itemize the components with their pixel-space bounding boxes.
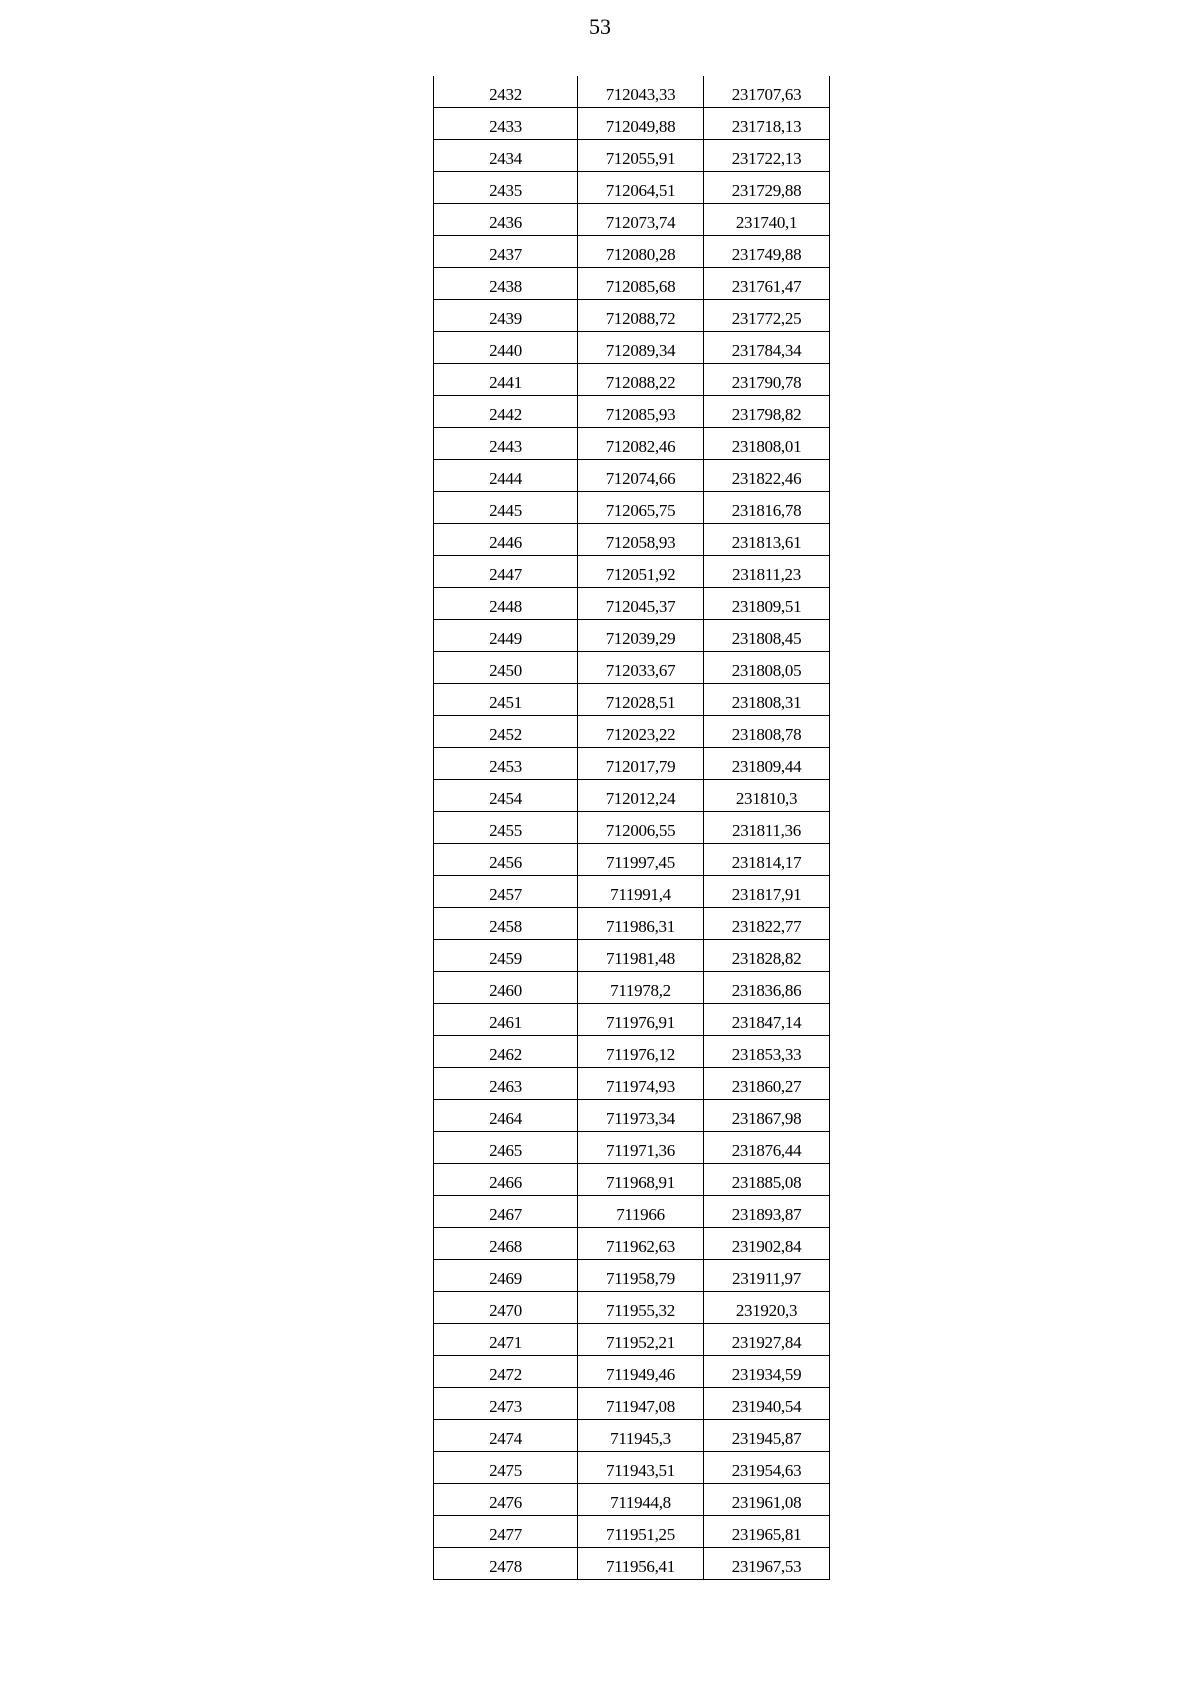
point-number-cell: 2438 [434, 268, 578, 300]
x-coordinate-cell: 711955,32 [578, 1292, 704, 1324]
x-coordinate-cell: 711945,3 [578, 1420, 704, 1452]
x-coordinate-cell: 712006,55 [578, 812, 704, 844]
table-row [434, 1228, 830, 1260]
y-coordinate-cell: 231761,47 [704, 268, 830, 300]
point-number-cell: 2476 [434, 1484, 578, 1516]
point-number-cell: 2467 [434, 1196, 578, 1228]
table-row [434, 780, 830, 812]
x-coordinate-cell: 712088,72 [578, 300, 704, 332]
point-number-cell: 2446 [434, 524, 578, 556]
point-number-cell: 2473 [434, 1388, 578, 1420]
point-number-cell: 2465 [434, 1132, 578, 1164]
table-row [434, 1100, 830, 1132]
x-coordinate-cell: 712049,88 [578, 108, 704, 140]
x-coordinate-cell: 712033,67 [578, 652, 704, 684]
y-coordinate-cell: 231722,13 [704, 140, 830, 172]
x-coordinate-cell: 712051,92 [578, 556, 704, 588]
y-coordinate-cell: 231876,44 [704, 1132, 830, 1164]
x-coordinate-cell: 712085,68 [578, 268, 704, 300]
point-number-cell: 2468 [434, 1228, 578, 1260]
x-coordinate-cell: 712058,93 [578, 524, 704, 556]
table-row [434, 1516, 830, 1548]
y-coordinate-cell: 231828,82 [704, 940, 830, 972]
coordinates-table-body [434, 76, 830, 1580]
y-coordinate-cell: 231811,23 [704, 556, 830, 588]
x-coordinate-cell: 711958,79 [578, 1260, 704, 1292]
point-number-cell: 2455 [434, 812, 578, 844]
table-row [434, 652, 830, 684]
y-coordinate-cell: 231817,91 [704, 876, 830, 908]
x-coordinate-cell: 712045,37 [578, 588, 704, 620]
x-coordinate-cell: 712017,79 [578, 748, 704, 780]
point-number-cell: 2440 [434, 332, 578, 364]
y-coordinate-cell: 231813,61 [704, 524, 830, 556]
x-coordinate-cell: 711976,12 [578, 1036, 704, 1068]
y-coordinate-cell: 231920,3 [704, 1292, 830, 1324]
table-row [434, 1132, 830, 1164]
x-coordinate-cell: 712089,34 [578, 332, 704, 364]
table-row [434, 972, 830, 1004]
point-number-cell: 2475 [434, 1452, 578, 1484]
y-coordinate-cell: 231808,45 [704, 620, 830, 652]
table-row [434, 1196, 830, 1228]
table-row [434, 1388, 830, 1420]
x-coordinate-cell: 712074,66 [578, 460, 704, 492]
table-row [434, 1260, 830, 1292]
y-coordinate-cell: 231707,63 [704, 76, 830, 108]
point-number-cell: 2459 [434, 940, 578, 972]
table-row [434, 1484, 830, 1516]
table-row [434, 1036, 830, 1068]
x-coordinate-cell: 712023,22 [578, 716, 704, 748]
x-coordinate-cell: 712064,51 [578, 172, 704, 204]
x-coordinate-cell: 711978,2 [578, 972, 704, 1004]
y-coordinate-cell: 231808,05 [704, 652, 830, 684]
x-coordinate-cell: 711956,41 [578, 1548, 704, 1580]
table-row [434, 428, 830, 460]
y-coordinate-cell: 231927,84 [704, 1324, 830, 1356]
y-coordinate-cell: 231885,08 [704, 1164, 830, 1196]
x-coordinate-cell: 711976,91 [578, 1004, 704, 1036]
table-row [434, 876, 830, 908]
x-coordinate-cell: 712082,46 [578, 428, 704, 460]
x-coordinate-cell: 711971,36 [578, 1132, 704, 1164]
y-coordinate-cell: 231822,77 [704, 908, 830, 940]
y-coordinate-cell: 231902,84 [704, 1228, 830, 1260]
y-coordinate-cell: 231893,87 [704, 1196, 830, 1228]
table-row [434, 396, 830, 428]
table-row [434, 460, 830, 492]
table-row [434, 1452, 830, 1484]
y-coordinate-cell: 231967,53 [704, 1548, 830, 1580]
table-row [434, 1164, 830, 1196]
table-row [434, 268, 830, 300]
x-coordinate-cell: 711944,8 [578, 1484, 704, 1516]
x-coordinate-cell: 711973,34 [578, 1100, 704, 1132]
x-coordinate-cell: 712065,75 [578, 492, 704, 524]
point-number-cell: 2433 [434, 108, 578, 140]
table-row [434, 556, 830, 588]
point-number-cell: 2450 [434, 652, 578, 684]
y-coordinate-cell: 231853,33 [704, 1036, 830, 1068]
point-number-cell: 2444 [434, 460, 578, 492]
x-coordinate-cell: 712055,91 [578, 140, 704, 172]
x-coordinate-cell: 711962,63 [578, 1228, 704, 1260]
table-row [434, 844, 830, 876]
y-coordinate-cell: 231809,44 [704, 748, 830, 780]
point-number-cell: 2460 [434, 972, 578, 1004]
y-coordinate-cell: 231934,59 [704, 1356, 830, 1388]
y-coordinate-cell: 231808,31 [704, 684, 830, 716]
y-coordinate-cell: 231847,14 [704, 1004, 830, 1036]
table-row [434, 1420, 830, 1452]
table-row [434, 1356, 830, 1388]
x-coordinate-cell: 712088,22 [578, 364, 704, 396]
table-row [434, 940, 830, 972]
table-row [434, 332, 830, 364]
y-coordinate-cell: 231860,27 [704, 1068, 830, 1100]
table-row [434, 812, 830, 844]
x-coordinate-cell: 711966 [578, 1196, 704, 1228]
x-coordinate-cell: 711952,21 [578, 1324, 704, 1356]
x-coordinate-cell: 711997,45 [578, 844, 704, 876]
table-row [434, 1068, 830, 1100]
y-coordinate-cell: 231836,86 [704, 972, 830, 1004]
point-number-cell: 2449 [434, 620, 578, 652]
point-number-cell: 2456 [434, 844, 578, 876]
y-coordinate-cell: 231749,88 [704, 236, 830, 268]
point-number-cell: 2432 [434, 76, 578, 108]
y-coordinate-cell: 231810,3 [704, 780, 830, 812]
point-number-cell: 2462 [434, 1036, 578, 1068]
table-row [434, 1004, 830, 1036]
y-coordinate-cell: 231811,36 [704, 812, 830, 844]
x-coordinate-cell: 711951,25 [578, 1516, 704, 1548]
point-number-cell: 2436 [434, 204, 578, 236]
table-row [434, 492, 830, 524]
table-row [434, 908, 830, 940]
y-coordinate-cell: 231961,08 [704, 1484, 830, 1516]
point-number-cell: 2463 [434, 1068, 578, 1100]
point-number-cell: 2472 [434, 1356, 578, 1388]
point-number-cell: 2469 [434, 1260, 578, 1292]
table-row [434, 204, 830, 236]
y-coordinate-cell: 231772,25 [704, 300, 830, 332]
point-number-cell: 2442 [434, 396, 578, 428]
y-coordinate-cell: 231798,82 [704, 396, 830, 428]
y-coordinate-cell: 231784,34 [704, 332, 830, 364]
x-coordinate-cell: 711974,93 [578, 1068, 704, 1100]
table-row [434, 748, 830, 780]
coordinates-table [433, 76, 830, 1580]
y-coordinate-cell: 231790,78 [704, 364, 830, 396]
table-row [434, 716, 830, 748]
x-coordinate-cell: 711947,08 [578, 1388, 704, 1420]
point-number-cell: 2452 [434, 716, 578, 748]
x-coordinate-cell: 712039,29 [578, 620, 704, 652]
point-number-cell: 2443 [434, 428, 578, 460]
point-number-cell: 2435 [434, 172, 578, 204]
table-row [434, 1324, 830, 1356]
y-coordinate-cell: 231718,13 [704, 108, 830, 140]
y-coordinate-cell: 231814,17 [704, 844, 830, 876]
point-number-cell: 2478 [434, 1548, 578, 1580]
y-coordinate-cell: 231965,81 [704, 1516, 830, 1548]
y-coordinate-cell: 231729,88 [704, 172, 830, 204]
x-coordinate-cell: 711991,4 [578, 876, 704, 908]
point-number-cell: 2458 [434, 908, 578, 940]
x-coordinate-cell: 712012,24 [578, 780, 704, 812]
table-row [434, 76, 830, 108]
table-row [434, 364, 830, 396]
point-number-cell: 2441 [434, 364, 578, 396]
table-row [434, 524, 830, 556]
point-number-cell: 2453 [434, 748, 578, 780]
y-coordinate-cell: 231740,1 [704, 204, 830, 236]
page-number: 53 [589, 14, 611, 39]
x-coordinate-cell: 712028,51 [578, 684, 704, 716]
point-number-cell: 2434 [434, 140, 578, 172]
table-row [434, 108, 830, 140]
point-number-cell: 2447 [434, 556, 578, 588]
point-number-cell: 2457 [434, 876, 578, 908]
y-coordinate-cell: 231940,54 [704, 1388, 830, 1420]
point-number-cell: 2454 [434, 780, 578, 812]
x-coordinate-cell: 711986,31 [578, 908, 704, 940]
table-row [434, 1292, 830, 1324]
y-coordinate-cell: 231816,78 [704, 492, 830, 524]
y-coordinate-cell: 231911,97 [704, 1260, 830, 1292]
table-row [434, 684, 830, 716]
table-row [434, 1548, 830, 1580]
table-row [434, 300, 830, 332]
y-coordinate-cell: 231954,63 [704, 1452, 830, 1484]
table-row [434, 620, 830, 652]
y-coordinate-cell: 231809,51 [704, 588, 830, 620]
y-coordinate-cell: 231822,46 [704, 460, 830, 492]
point-number-cell: 2470 [434, 1292, 578, 1324]
point-number-cell: 2439 [434, 300, 578, 332]
point-number-cell: 2451 [434, 684, 578, 716]
x-coordinate-cell: 712073,74 [578, 204, 704, 236]
x-coordinate-cell: 712085,93 [578, 396, 704, 428]
point-number-cell: 2448 [434, 588, 578, 620]
y-coordinate-cell: 231945,87 [704, 1420, 830, 1452]
x-coordinate-cell: 711943,51 [578, 1452, 704, 1484]
y-coordinate-cell: 231808,78 [704, 716, 830, 748]
point-number-cell: 2461 [434, 1004, 578, 1036]
table-row [434, 236, 830, 268]
x-coordinate-cell: 711949,46 [578, 1356, 704, 1388]
point-number-cell: 2477 [434, 1516, 578, 1548]
y-coordinate-cell: 231867,98 [704, 1100, 830, 1132]
x-coordinate-cell: 712043,33 [578, 76, 704, 108]
x-coordinate-cell: 711968,91 [578, 1164, 704, 1196]
point-number-cell: 2471 [434, 1324, 578, 1356]
x-coordinate-cell: 711981,48 [578, 940, 704, 972]
x-coordinate-cell: 712080,28 [578, 236, 704, 268]
point-number-cell: 2464 [434, 1100, 578, 1132]
table-row [434, 172, 830, 204]
point-number-cell: 2445 [434, 492, 578, 524]
point-number-cell: 2437 [434, 236, 578, 268]
point-number-cell: 2474 [434, 1420, 578, 1452]
point-number-cell: 2466 [434, 1164, 578, 1196]
y-coordinate-cell: 231808,01 [704, 428, 830, 460]
table-row [434, 588, 830, 620]
table-row [434, 140, 830, 172]
